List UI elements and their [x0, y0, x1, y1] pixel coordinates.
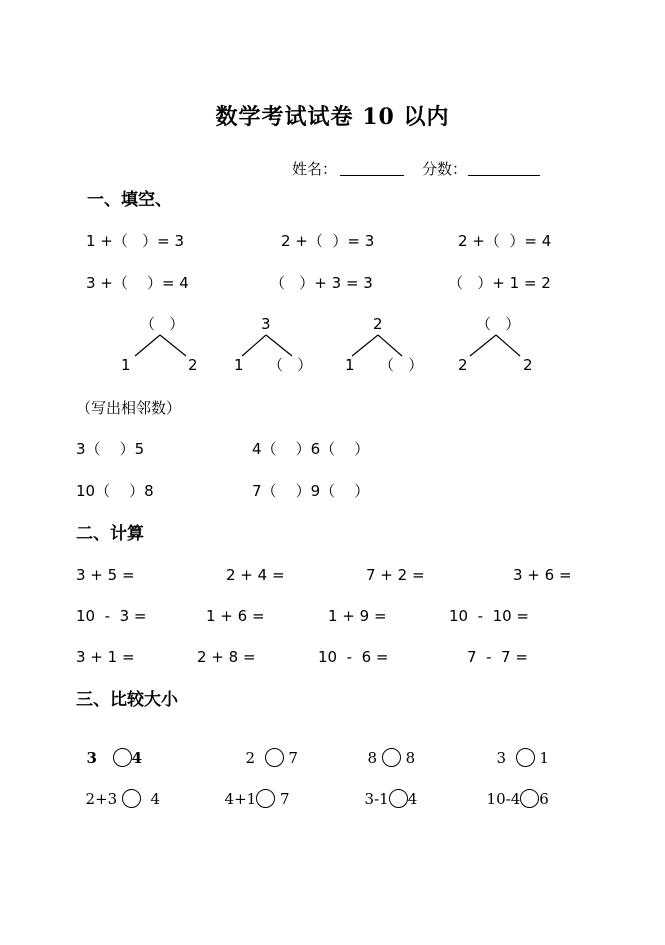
- fill-eq: 3 +（ ）= 4: [86, 274, 189, 292]
- calc-eq: 7 + 2 =: [366, 566, 425, 584]
- compare-item: 10-4 6: [486, 790, 549, 808]
- tree-branch: [135, 335, 160, 356]
- neighbor-item: 10（ ）8: [76, 482, 154, 500]
- compare-circle[interactable]: [265, 748, 284, 767]
- compare-item: 2+3 4: [85, 790, 161, 808]
- tree-branch: [378, 335, 402, 356]
- compare-circle[interactable]: [122, 789, 141, 808]
- calc-eq: 1 + 6 =: [206, 607, 265, 625]
- fill-eq: 1 +（ ）= 3: [86, 232, 185, 250]
- neighbor-item: 4（ ）6（ ）: [252, 440, 370, 458]
- compare-item: 3-1 4: [364, 790, 418, 808]
- tree-top: 3: [261, 315, 271, 333]
- compare-item: 3 4: [86, 749, 142, 767]
- compare-circle[interactable]: [520, 789, 539, 808]
- score-label: 分数：: [422, 160, 468, 178]
- tree-left: 1: [234, 356, 244, 374]
- compare-circle[interactable]: [256, 789, 275, 808]
- section2-heading: 二、计算: [76, 524, 144, 544]
- neighbor-item: 3（ ）5: [76, 440, 145, 458]
- neighbor-item: 7（ ）9（ ）: [252, 482, 370, 500]
- tree-branch: [266, 335, 292, 356]
- compare-item: 4+1 7: [224, 790, 290, 808]
- fill-eq: 2 +（ ）= 4: [458, 232, 552, 250]
- compare-item: 3 1: [496, 749, 549, 767]
- tree-left: 1: [121, 356, 131, 374]
- tree-top: （ ）: [140, 315, 185, 333]
- fill-eq: 2 +（ ）= 3: [281, 232, 375, 250]
- calc-eq: 3 + 6 =: [513, 566, 572, 584]
- compare-circle[interactable]: [113, 748, 132, 767]
- tree-top: 2: [373, 315, 383, 333]
- tree-right: （ ）: [268, 356, 313, 374]
- compare-circle[interactable]: [389, 789, 408, 808]
- calc-eq: 10 - 10 =: [449, 607, 529, 625]
- calc-eq: 3 + 1 =: [76, 648, 135, 666]
- tree-right: 2: [523, 356, 533, 374]
- compare-item: 2 7: [245, 749, 298, 767]
- tree-branch: [242, 335, 266, 356]
- fill-eq: （ ）+ 3 = 3: [270, 274, 373, 292]
- section3-heading: 三、比较大小: [76, 690, 178, 710]
- tree-left: 1: [345, 356, 355, 374]
- calc-eq: 10 - 3 =: [76, 607, 147, 625]
- tree-right: （ ）: [379, 356, 424, 374]
- calc-eq: 10 - 6 =: [318, 648, 389, 666]
- calc-eq: 2 + 8 =: [197, 648, 256, 666]
- tree-right: 2: [188, 356, 198, 374]
- compare-circle[interactable]: [516, 748, 535, 767]
- calc-eq: 2 + 4 =: [226, 566, 285, 584]
- tree-branch: [470, 335, 496, 356]
- section1-heading: 一、填空、: [87, 190, 172, 210]
- tree-branch: [352, 335, 378, 356]
- name-label: 姓名：: [292, 160, 338, 178]
- page-title: 数学考试试卷 10 以内: [215, 104, 450, 130]
- compare-item: 8 8: [367, 749, 416, 767]
- fill-eq: （ ）+ 1 = 2: [448, 274, 551, 292]
- compare-circle[interactable]: [382, 748, 401, 767]
- tree-top: （ ）: [476, 315, 521, 333]
- tree-branch: [160, 335, 186, 356]
- tree-branch: [496, 335, 520, 356]
- calc-eq: 3 + 5 =: [76, 566, 135, 584]
- calc-eq: 7 - 7 =: [467, 648, 528, 666]
- calc-eq: 1 + 9 =: [328, 607, 387, 625]
- tree-left: 2: [458, 356, 468, 374]
- neighbor-heading: （写出相邻数）: [76, 399, 182, 417]
